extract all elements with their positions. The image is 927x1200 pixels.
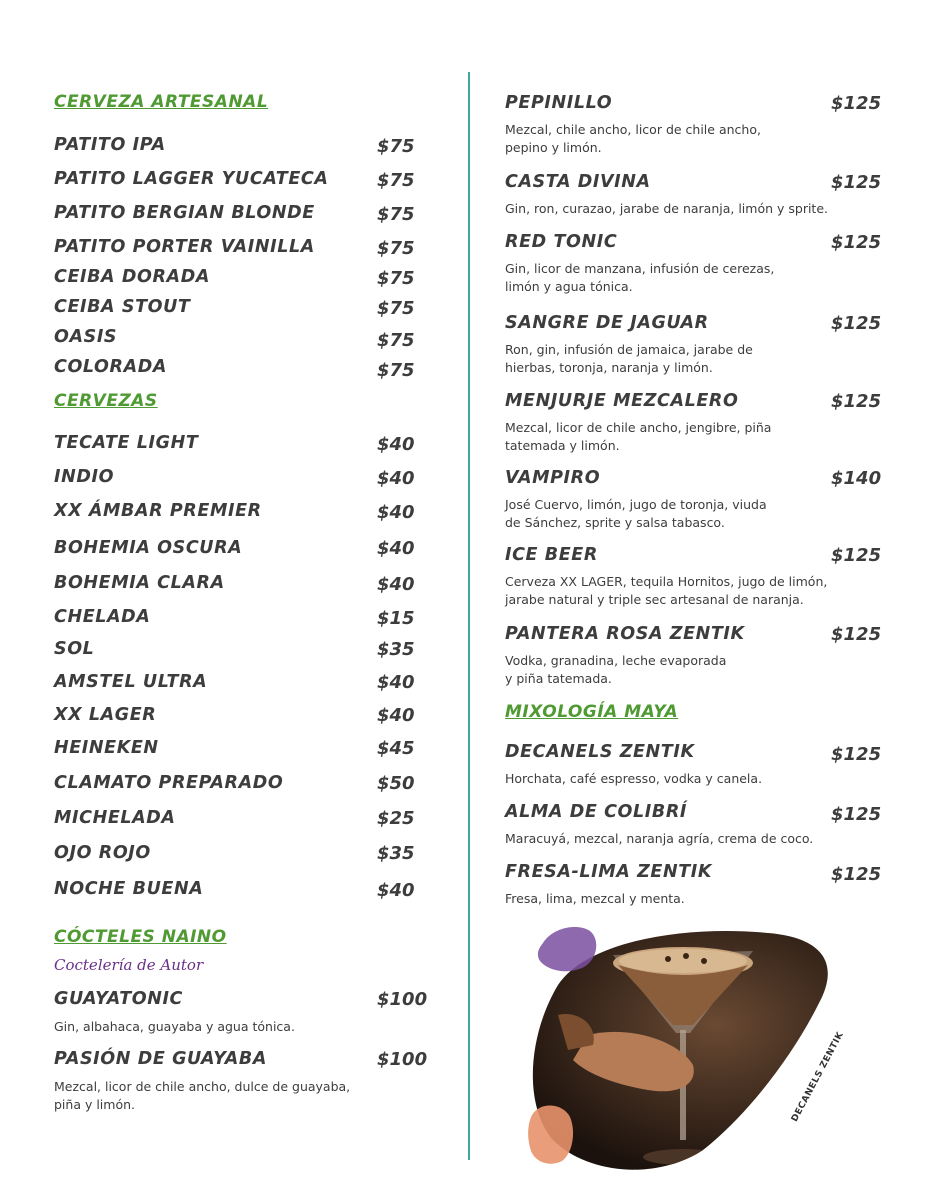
menu-item-name: OJO ROJO [54, 843, 151, 863]
menu-item-description: Mezcal, licor de chile ancho, dulce de guayaba, piña y limón. [54, 1079, 351, 1112]
menu-item-name: ICE BEER [505, 545, 598, 565]
menu-item-description: Gin, licor de manzana, infusión de cerezas, limón y agua tónica. [505, 261, 775, 294]
menu-item-price: $35 [377, 639, 415, 660]
menu-item-name: PEPINILLO [505, 93, 613, 113]
menu-item-description: Fresa, lima, mezcal y menta. [505, 891, 685, 906]
menu-item-price: $75 [377, 330, 415, 351]
menu-item-name: CHELADA [54, 607, 151, 627]
menu-item-price: $40 [377, 468, 415, 489]
cocktail-photo [518, 925, 878, 1175]
menu-item-name: CLAMATO PREPARADO [54, 773, 284, 793]
cocktail-photo-graphic [518, 925, 878, 1175]
menu-item-name: CEIBA STOUT [54, 297, 191, 317]
section-title-mixologia-maya: MIXOLOGÍA MAYA [505, 702, 679, 722]
menu-item-name: PANTERA ROSA ZENTIK [505, 624, 745, 644]
column-divider [468, 72, 470, 1160]
menu-item-name: MENJURJE MEZCALERO [505, 391, 739, 411]
menu-item-name: COLORADA [54, 357, 168, 377]
menu-item-price: $125 [831, 313, 882, 334]
menu-item-description: Cerveza XX LAGER, tequila Hornitos, jugo de limón, jarabe natural y triple sec artesanal de naranja. [505, 574, 828, 607]
menu-item-description: Gin, ron, curazao, jarabe de naranja, limón y sprite. [505, 201, 828, 216]
menu-item-description: Maracuyá, mezcal, naranja agría, crema de coco. [505, 831, 814, 846]
menu-item-price: $40 [377, 502, 415, 523]
menu-item-name: RED TONIC [505, 232, 618, 252]
menu-item-name: SANGRE DE JAGUAR [505, 313, 709, 333]
menu-item-price: $125 [831, 804, 882, 825]
menu-item-name: MICHELADA [54, 808, 176, 828]
menu-item-name: ALMA DE COLIBRÍ [505, 802, 688, 822]
menu-item-price: $75 [377, 136, 415, 157]
section-title-cocteles-naino: CÓCTELES NAINO [54, 927, 227, 947]
menu-item-name: HEINEKEN [54, 738, 159, 758]
menu-item-name: PASIÓN DE GUAYABA [54, 1049, 268, 1069]
menu-item-price: $50 [377, 773, 415, 794]
section-subtitle: Coctelería de Autor [54, 956, 204, 974]
menu-item-name: PATITO IPA [54, 135, 166, 155]
menu-item-name: SOL [54, 639, 95, 659]
menu-item-description: Mezcal, licor de chile ancho, jengibre, piña tatemada y limón. [505, 420, 772, 453]
section-title-cerveza-artesanal: CERVEZA ARTESANAL [54, 92, 269, 112]
menu-item-name: PATITO LAGGER YUCATECA [54, 169, 329, 189]
menu-item-price: $40 [377, 538, 415, 559]
menu-item-name: GUAYATONIC [54, 989, 184, 1009]
menu-item-price: $100 [377, 989, 428, 1010]
menu-item-name: BOHEMIA CLARA [54, 573, 225, 593]
menu-item-description: Mezcal, chile ancho, licor de chile ancho, pepino y limón. [505, 122, 761, 155]
menu-item-description: Horchata, café espresso, vodka y canela. [505, 771, 763, 786]
menu-item-price: $25 [377, 808, 415, 829]
menu-item-price: $75 [377, 238, 415, 259]
menu-item-price: $125 [831, 172, 882, 193]
menu-item-name: DECANELS ZENTIK [505, 742, 695, 762]
menu-item-name: XX LAGER [54, 705, 157, 725]
menu-item-price: $45 [377, 738, 415, 759]
menu-item-price: $75 [377, 360, 415, 381]
menu-item-price: $140 [831, 468, 882, 489]
menu-item-name: INDIO [54, 467, 115, 487]
menu-item-price: $125 [831, 232, 882, 253]
menu-item-name: BOHEMIA OSCURA [54, 538, 243, 558]
menu-item-name: CASTA DIVINA [505, 172, 651, 192]
menu-item-price: $15 [377, 608, 415, 629]
menu-item-price: $125 [831, 391, 882, 412]
menu-item-price: $75 [377, 268, 415, 289]
menu-item-description: José Cuervo, limón, jugo de toronja, viuda de Sánchez, sprite y salsa tabasco. [505, 497, 767, 530]
menu-item-description: Gin, albahaca, guayaba y agua tónica. [54, 1019, 295, 1034]
menu-item-price: $35 [377, 843, 415, 864]
menu-item-description: Ron, gin, infusión de jamaica, jarabe de hierbas, toronja, naranja y limón. [505, 342, 753, 375]
menu-item-price: $125 [831, 93, 882, 114]
menu-item-price: $40 [377, 574, 415, 595]
menu-item-price: $40 [377, 672, 415, 693]
photo-caption: DECANELS ZENTIK [790, 1030, 846, 1124]
menu-item-price: $125 [831, 744, 882, 765]
menu-item-name: XX ÁMBAR PREMIER [54, 501, 262, 521]
menu-item-price: $125 [831, 624, 882, 645]
section-title-cervezas: CERVEZAS [54, 391, 158, 411]
menu-item-price: $40 [377, 705, 415, 726]
menu-item-name: AMSTEL ULTRA [54, 672, 208, 692]
menu-item-price: $75 [377, 170, 415, 191]
menu-item-name: FRESA-LIMA ZENTIK [505, 862, 713, 882]
menu-item-name: OASIS [54, 327, 118, 347]
menu-item-price: $100 [377, 1049, 428, 1070]
menu-item-price: $75 [377, 204, 415, 225]
menu-item-name: PATITO BERGIAN BLONDE [54, 203, 315, 223]
menu-item-name: VAMPIRO [505, 468, 601, 488]
menu-item-price: $75 [377, 298, 415, 319]
menu-item-price: $40 [377, 880, 415, 901]
menu-item-description: Vodka, granadina, leche evaporada y piña tatemada. [505, 653, 727, 686]
menu-item-price: $40 [377, 434, 415, 455]
menu-item-name: PATITO PORTER VAINILLA [54, 237, 315, 257]
menu-item-name: CEIBA DORADA [54, 267, 210, 287]
menu-item-name: TECATE LIGHT [54, 433, 199, 453]
menu-item-name: NOCHE BUENA [54, 879, 204, 899]
menu-item-price: $125 [831, 545, 882, 566]
menu-item-price: $125 [831, 864, 882, 885]
